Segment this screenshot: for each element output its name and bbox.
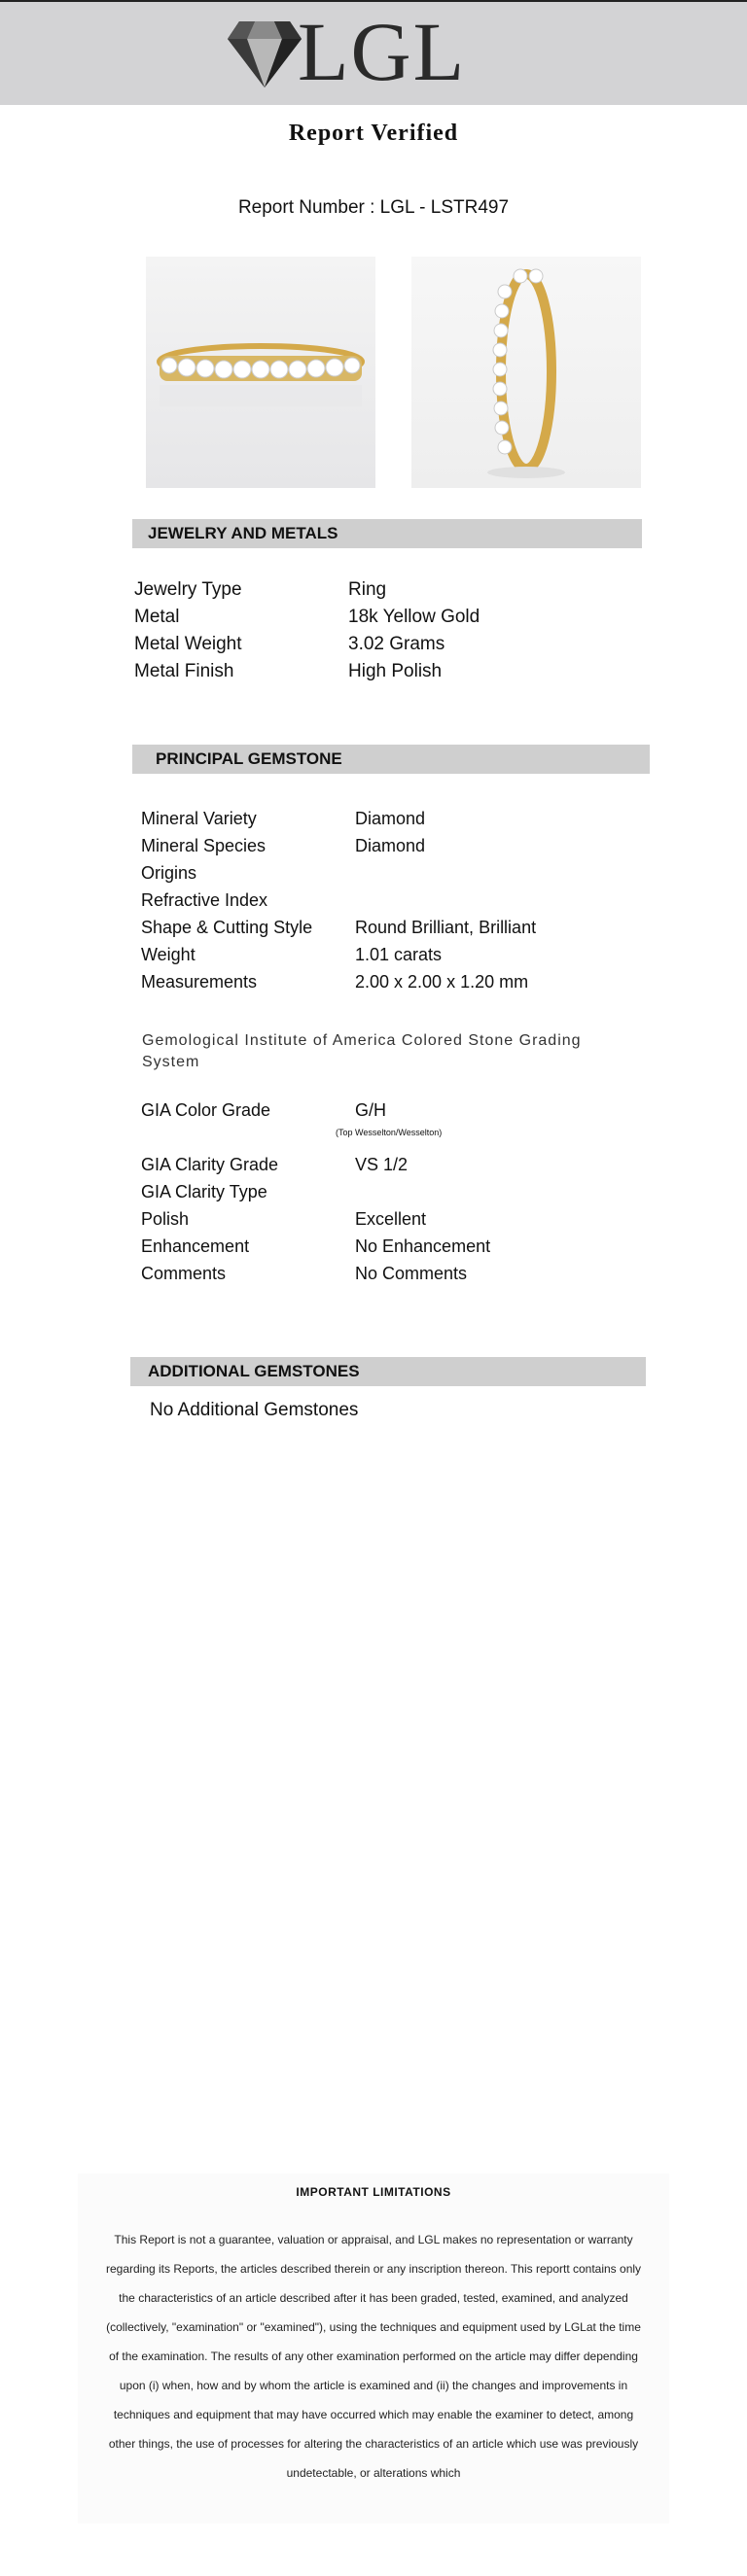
detail-label: GIA Clarity Type [141,1182,267,1201]
detail-label: Measurements [141,972,258,992]
detail-label: Mineral Variety [141,809,257,828]
ring-front-image [411,257,641,488]
detail-label: Metal [134,607,180,627]
ring-side-image [146,257,375,488]
detail-label: Mineral Species [141,836,267,855]
detail-label: Refractive Index [141,890,268,910]
jewelry-section-header [132,519,642,548]
detail-label: Origins [141,863,197,883]
detail-value: Round Brilliant, Brilliant [355,918,537,937]
detail-value: Ring [348,579,387,600]
ring-photo-side [146,257,375,488]
detail-value: 1.01 carats [355,945,443,964]
site-header [0,0,747,105]
detail-label: Metal Weight [134,634,242,654]
principal-section-title: PRINCIPAL GEMSTONE [156,749,342,768]
detail-value: G/H [355,1100,387,1120]
detail-value: 18k Yellow Gold [348,607,480,627]
detail-label: Comments [141,1264,227,1283]
additional-gemstones-text: No Additional Gemstones [150,1400,359,1420]
detail-label: Polish [141,1209,190,1229]
detail-value: No Enhancement [355,1236,491,1256]
diamond-logo-icon [226,17,303,91]
detail-label: GIA Color Grade [141,1100,271,1120]
detail-label: Weight [141,945,196,964]
additional-section-title: ADDITIONAL GEMSTONES [148,1362,360,1380]
additional-section-header [130,1357,646,1386]
detail-label: Metal Finish [134,661,234,681]
report-number: Report Number : LGL - LSTR497 [237,197,510,218]
page-title: Report Verified [288,121,459,146]
detail-value: Excellent [355,1209,427,1229]
ring-photo-front [411,257,641,488]
detail-value: Diamond [355,836,426,855]
detail-value: VS 1/2 [355,1155,409,1174]
logo-text: LGL [298,5,467,98]
detail-value: 3.02 Grams [348,634,445,654]
detail-label: Jewelry Type [134,579,242,600]
jewelry-section-title: JEWELRY AND METALS [148,524,338,542]
detail-value: Diamond [355,809,426,828]
detail-label: GIA Clarity Grade [141,1155,279,1174]
limitations-title: IMPORTANT LIMITATIONS [296,2185,451,2199]
detail-label: Enhancement [141,1236,250,1256]
detail-label: Shape & Cutting Style [141,918,313,937]
color-grade-note: (Top Wesselton/Wesselton) [336,1128,443,1137]
lgl-logo[interactable] [226,5,479,98]
limitations-body: This Report is not a guarantee, valuation or appraisal, and LGL makes no representation or warranty regarding its Reports, the articles described therein or any inscription thereon. This reportt contains only the characteristics of an article described after it has been graded, tested, examined, and analyzed (collectively, "examination" or "examined"), using the techniques and equipment used by LGLat the time of the examination. The results of any other examination performed on the article may differ depending upon (i) when, how and by whom the article is examined and (ii) the changes and improvements in techniques and equipment that may have occurred which may enable the examiner to detect, among other things, the use of processes for altering the characteristics of an article which use was previously undetectable, or alterations which [105,2233,642,2480]
gia-grading-system-note: Gemological Institute of America Colored Stone Grading System [142,1032,582,1070]
detail-value: 2.00 x 2.00 x 1.20 mm [355,972,529,992]
detail-value: No Comments [355,1264,468,1283]
principal-section-header [132,745,650,774]
important-limitations [78,2174,669,2524]
detail-value: High Polish [348,661,443,681]
